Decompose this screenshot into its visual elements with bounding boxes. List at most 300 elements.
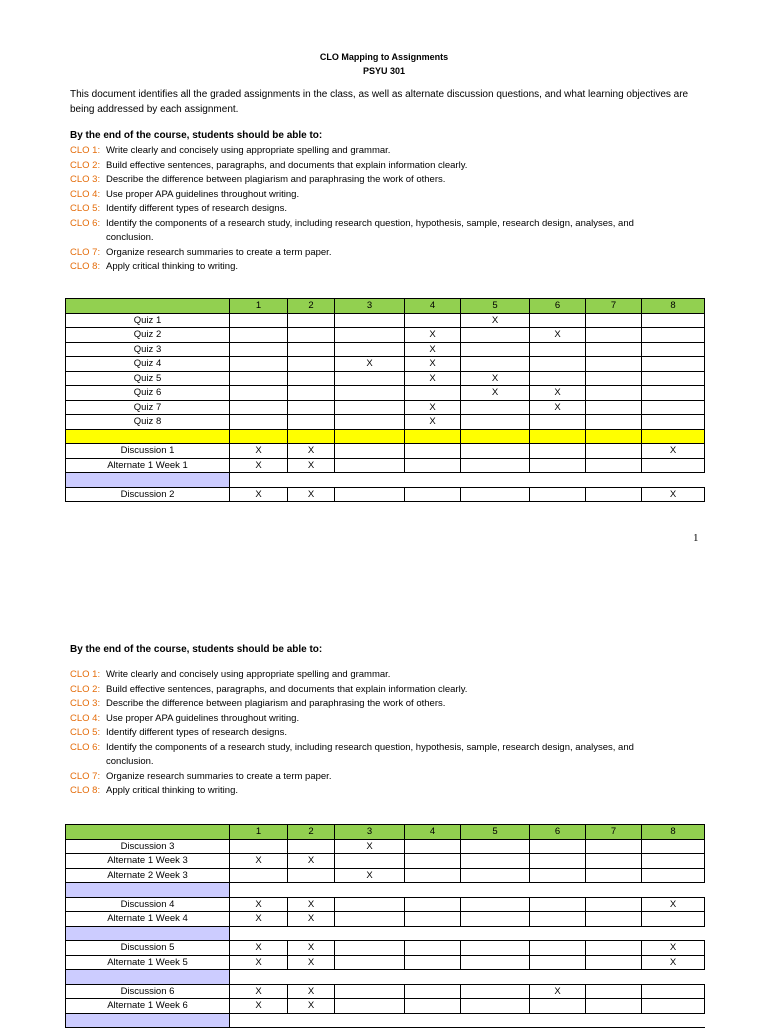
- clo-label: CLO 6:: [70, 217, 101, 229]
- clo-mark-cell: [405, 955, 461, 970]
- clo-label: CLO 8:: [70, 785, 101, 796]
- table-row: [66, 444, 705, 459]
- assignment-name-cell: Quiz 4: [66, 357, 230, 372]
- clo-mark-cell: [642, 357, 705, 372]
- table-header-cell: 6: [530, 825, 586, 840]
- clo-mark-cell: [461, 487, 530, 502]
- assignment-name-cell: Quiz 3: [66, 342, 230, 357]
- clo-text-line: conclusion.: [106, 232, 154, 243]
- clo-mark-cell: X: [642, 897, 705, 912]
- clo-mark-cell: [586, 941, 642, 956]
- clo-mark-cell: [230, 883, 288, 898]
- clo-mark-cell: [642, 984, 705, 999]
- clo-mark-cell: [642, 458, 705, 473]
- clo-mark-cell: [530, 926, 586, 941]
- assignment-name-cell: [66, 926, 230, 941]
- table-header-cell: 7: [586, 825, 642, 840]
- clo-mark-cell: [405, 970, 461, 985]
- clo-mark-cell: [586, 473, 642, 488]
- clo-label: CLO 7:: [70, 770, 101, 782]
- clo-text-line: Use proper APA guidelines throughout writing.: [106, 188, 300, 200]
- clo-text: [106, 159, 710, 174]
- clo-item: [70, 188, 710, 203]
- clo-mark-cell: [230, 868, 288, 883]
- clo-mark-cell: [530, 458, 586, 473]
- clo-mark-cell: [530, 313, 586, 328]
- clo-mark-cell: [405, 1013, 461, 1028]
- clo-mark-cell: [586, 854, 642, 869]
- clo-mark-cell: [335, 328, 405, 343]
- assignment-name-cell: Discussion 4: [66, 897, 230, 912]
- assignment-name-cell: [66, 473, 230, 488]
- clo-mark-cell: [530, 371, 586, 386]
- clo-mark-cell: X: [230, 912, 288, 927]
- clo-mark-cell: [461, 444, 530, 459]
- clo-mark-cell: [530, 912, 586, 927]
- clo-mark-cell: [288, 868, 335, 883]
- clo-mark-cell: [335, 955, 405, 970]
- table-row: [66, 342, 705, 357]
- table-row: [66, 941, 705, 956]
- clo-mark-cell: [335, 999, 405, 1014]
- separator-row: [66, 970, 705, 985]
- clo-mark-cell: [335, 487, 405, 502]
- clo-mark-cell: X: [230, 487, 288, 502]
- clo-mark-cell: [530, 342, 586, 357]
- clo-mark-cell: [230, 386, 288, 401]
- clo-mark-cell: [335, 970, 405, 985]
- table-header-cell: [66, 825, 230, 840]
- clo-mark-cell: [230, 328, 288, 343]
- clo-mark-cell: [335, 984, 405, 999]
- clo-mapping-table: [65, 298, 705, 502]
- clo-mark-cell: X: [288, 458, 335, 473]
- clo-mark-cell: [642, 328, 705, 343]
- clo-mark-cell: [405, 386, 461, 401]
- clo-item: [70, 217, 710, 246]
- clo-mark-cell: [230, 429, 288, 444]
- clo-mark-cell: [288, 400, 335, 415]
- clo-mark-cell: [461, 458, 530, 473]
- clo-mark-cell: X: [461, 386, 530, 401]
- clo-label: CLO 3:: [70, 698, 101, 709]
- clo-mark-cell: [335, 897, 405, 912]
- clo-item: [70, 173, 710, 188]
- clo-mark-cell: [461, 984, 530, 999]
- clo-list-page-2: [70, 668, 710, 799]
- clo-text-line: Build effective sentences, paragraphs, and documents that explain information clearly.: [106, 159, 468, 171]
- clo-mark-cell: X: [230, 897, 288, 912]
- clo-mark-cell: [288, 473, 335, 488]
- clo-mark-cell: [642, 415, 705, 430]
- table-header-cell: 2: [288, 299, 335, 314]
- clo-mark-cell: [230, 1013, 288, 1028]
- clo-mark-cell: [405, 999, 461, 1014]
- clo-mark-cell: X: [230, 444, 288, 459]
- clo-mark-cell: [586, 342, 642, 357]
- assignment-name-cell: Quiz 7: [66, 400, 230, 415]
- clo-mark-cell: X: [230, 999, 288, 1014]
- table-header-cell: 7: [586, 299, 642, 314]
- clo-mark-cell: X: [230, 854, 288, 869]
- clo-mark-cell: [461, 868, 530, 883]
- clo-mark-cell: [288, 839, 335, 854]
- clo-text-line: Apply critical thinking to writing.: [106, 785, 238, 796]
- clo-mark-cell: [461, 839, 530, 854]
- clo-text: [106, 697, 710, 712]
- clo-item: [70, 668, 710, 683]
- clo-mark-cell: [461, 912, 530, 927]
- clo-mark-cell: [642, 1013, 705, 1028]
- clo-mark-cell: [335, 400, 405, 415]
- assignment-name-cell: Quiz 6: [66, 386, 230, 401]
- clo-text: [106, 202, 710, 217]
- clo-mark-cell: [405, 473, 461, 488]
- clo-mark-cell: [586, 400, 642, 415]
- clo-mark-cell: [288, 371, 335, 386]
- clo-label: CLO 6:: [70, 741, 101, 753]
- clo-mark-cell: [530, 357, 586, 372]
- clo-mark-cell: X: [230, 941, 288, 956]
- clo-mark-cell: X: [405, 400, 461, 415]
- clo-text-line: Build effective sentences, paragraphs, and documents that explain information clearly.: [106, 683, 468, 695]
- table-row: [66, 854, 705, 869]
- document-title: CLO Mapping to Assignments: [319, 52, 449, 62]
- clo-mark-cell: [586, 313, 642, 328]
- clo-mark-cell: X: [530, 386, 586, 401]
- clo-mark-cell: [586, 429, 642, 444]
- clo-mark-cell: [586, 897, 642, 912]
- assignment-name-cell: Alternate 2 Week 3: [66, 868, 230, 883]
- clo-text-line: Identify the components of a research study, including research question, hypothesis, sample, research design, analyses, and: [106, 741, 634, 753]
- clo-mark-cell: X: [335, 839, 405, 854]
- clo-mark-cell: X: [288, 444, 335, 459]
- table-row: [66, 868, 705, 883]
- assignment-name-cell: Quiz 1: [66, 313, 230, 328]
- table-header-cell: 3: [335, 299, 405, 314]
- clo-label: CLO 7:: [70, 246, 101, 258]
- clo-mark-cell: [405, 429, 461, 444]
- clo-mark-cell: [335, 342, 405, 357]
- clo-mark-cell: X: [461, 313, 530, 328]
- clo-mark-cell: [335, 444, 405, 459]
- clo-mark-cell: [586, 444, 642, 459]
- clo-mark-cell: X: [530, 984, 586, 999]
- assignment-name-cell: Alternate 1 Week 1: [66, 458, 230, 473]
- clo-mark-cell: [461, 883, 530, 898]
- table-header-cell: 3: [335, 825, 405, 840]
- table-header-cell: 2: [288, 825, 335, 840]
- clo-mark-cell: [530, 883, 586, 898]
- table-header-cell: 4: [405, 825, 461, 840]
- clo-text-line: Describe the difference between plagiarism and paraphrasing the work of others.: [106, 698, 446, 709]
- clo-mark-cell: X: [288, 854, 335, 869]
- clo-item: [70, 260, 710, 275]
- clo-mark-cell: [642, 839, 705, 854]
- clo-text: [106, 741, 710, 770]
- clo-mark-cell: [335, 458, 405, 473]
- clo-mark-cell: [642, 386, 705, 401]
- clo-mark-cell: [405, 897, 461, 912]
- clo-mark-cell: [586, 883, 642, 898]
- clo-mark-cell: X: [405, 415, 461, 430]
- clo-item: [70, 246, 710, 261]
- clo-mark-cell: [642, 371, 705, 386]
- clo-mark-cell: [461, 415, 530, 430]
- table-header-cell: 8: [642, 825, 705, 840]
- clo-text-line: Identify different types of research designs.: [106, 203, 287, 214]
- table-row: [66, 839, 705, 854]
- clo-mark-cell: [586, 955, 642, 970]
- assignment-name-cell: Discussion 2: [66, 487, 230, 502]
- clo-text-line: Write clearly and concisely using appropriate spelling and grammar.: [106, 145, 391, 156]
- clo-mark-cell: [405, 458, 461, 473]
- clo-text: [106, 770, 710, 785]
- assignment-name-cell: [66, 970, 230, 985]
- clo-mark-cell: [288, 357, 335, 372]
- clo-mark-cell: [288, 313, 335, 328]
- clo-mark-cell: X: [288, 912, 335, 927]
- clo-mark-cell: [586, 839, 642, 854]
- clo-text: [106, 173, 710, 188]
- assignment-name-cell: Alternate 1 Week 4: [66, 912, 230, 927]
- clo-mark-cell: [461, 328, 530, 343]
- table-row: [66, 897, 705, 912]
- clo-heading-page-2: By the end of the course, students should be able to:: [70, 644, 323, 655]
- clo-heading: By the end of the course, students should be able to:: [70, 130, 323, 141]
- clo-text: [106, 726, 710, 741]
- table-header-cell: 6: [530, 299, 586, 314]
- table-header-cell: 5: [461, 825, 530, 840]
- clo-mark-cell: [405, 487, 461, 502]
- table-row: [66, 984, 705, 999]
- clo-mark-cell: [335, 371, 405, 386]
- clo-mark-cell: [642, 883, 705, 898]
- clo-text: [106, 260, 710, 275]
- clo-mark-cell: [288, 415, 335, 430]
- course-code: PSYU 301: [362, 66, 406, 76]
- clo-mark-cell: [230, 839, 288, 854]
- clo-mark-cell: [461, 357, 530, 372]
- clo-item: [70, 144, 710, 159]
- table-header-cell: 8: [642, 299, 705, 314]
- clo-mark-cell: [530, 444, 586, 459]
- clo-mark-cell: X: [405, 371, 461, 386]
- clo-mark-cell: [642, 342, 705, 357]
- clo-text: [106, 683, 710, 698]
- table-row: [66, 328, 705, 343]
- clo-mark-cell: [461, 926, 530, 941]
- clo-mark-cell: [586, 912, 642, 927]
- clo-mark-cell: [586, 868, 642, 883]
- assignment-name-cell: Discussion 1: [66, 444, 230, 459]
- clo-mark-cell: [335, 941, 405, 956]
- table-row: [66, 386, 705, 401]
- clo-mark-cell: [530, 1013, 586, 1028]
- clo-mark-cell: [335, 429, 405, 444]
- assignment-name-cell: Discussion 6: [66, 984, 230, 999]
- clo-mark-cell: [586, 1013, 642, 1028]
- clo-mark-cell: [335, 415, 405, 430]
- clo-item: [70, 712, 710, 727]
- clo-mark-cell: [586, 926, 642, 941]
- table-header-cell: 1: [230, 825, 288, 840]
- clo-mark-cell: [461, 941, 530, 956]
- clo-text-line: conclusion.: [106, 756, 154, 767]
- clo-mark-cell: [288, 342, 335, 357]
- clo-label: CLO 1:: [70, 145, 101, 156]
- clo-item: [70, 784, 710, 799]
- clo-mark-cell: X: [335, 357, 405, 372]
- clo-mark-cell: [230, 342, 288, 357]
- clo-mark-cell: [530, 897, 586, 912]
- clo-mark-cell: [461, 473, 530, 488]
- assignment-name-cell: Alternate 1 Week 3: [66, 854, 230, 869]
- clo-text-line: Organize research summaries to create a term paper.: [106, 246, 332, 258]
- clo-mark-cell: [586, 999, 642, 1014]
- clo-mark-cell: [642, 912, 705, 927]
- clo-mark-cell: [461, 400, 530, 415]
- clo-mark-cell: [230, 313, 288, 328]
- clo-mark-cell: X: [230, 458, 288, 473]
- assignment-name-cell: Quiz 8: [66, 415, 230, 430]
- clo-mark-cell: [642, 868, 705, 883]
- clo-mark-cell: X: [230, 955, 288, 970]
- clo-mark-cell: X: [230, 984, 288, 999]
- clo-mark-cell: [530, 854, 586, 869]
- clo-mark-cell: [586, 328, 642, 343]
- clo-mark-cell: [642, 400, 705, 415]
- clo-mark-cell: [405, 926, 461, 941]
- clo-mark-cell: X: [530, 400, 586, 415]
- clo-list: [70, 144, 710, 275]
- clo-mark-cell: [461, 955, 530, 970]
- clo-mark-cell: [642, 473, 705, 488]
- clo-mark-cell: [461, 970, 530, 985]
- clo-item: [70, 697, 710, 712]
- clo-text-line: Apply critical thinking to writing.: [106, 261, 238, 272]
- table-row: [66, 999, 705, 1014]
- clo-mark-cell: [405, 883, 461, 898]
- clo-text: [106, 712, 710, 727]
- clo-mark-cell: X: [288, 941, 335, 956]
- clo-mark-cell: [586, 357, 642, 372]
- clo-mark-cell: X: [405, 328, 461, 343]
- clo-mark-cell: [530, 941, 586, 956]
- table-header-cell: 1: [230, 299, 288, 314]
- clo-mapping-table-page-2: [65, 824, 705, 1028]
- clo-mark-cell: [335, 1013, 405, 1028]
- clo-mark-cell: [642, 926, 705, 941]
- table-header-cell: [66, 299, 230, 314]
- clo-mark-cell: [530, 955, 586, 970]
- clo-item: [70, 683, 710, 698]
- clo-mark-cell: X: [642, 955, 705, 970]
- assignment-name-cell: Alternate 1 Week 5: [66, 955, 230, 970]
- clo-label: CLO 2:: [70, 159, 101, 171]
- clo-mark-cell: [288, 429, 335, 444]
- clo-mark-cell: [461, 999, 530, 1014]
- clo-text: [106, 668, 710, 683]
- assignment-name-cell: Discussion 5: [66, 941, 230, 956]
- clo-label: CLO 4:: [70, 188, 101, 200]
- assignment-name-cell: [66, 1013, 230, 1028]
- clo-label: CLO 2:: [70, 683, 101, 695]
- clo-mark-cell: [230, 415, 288, 430]
- table-row: [66, 955, 705, 970]
- clo-mark-cell: [530, 839, 586, 854]
- clo-text-line: Identify different types of research designs.: [106, 727, 287, 738]
- clo-mark-cell: X: [642, 941, 705, 956]
- clo-mark-cell: X: [288, 984, 335, 999]
- clo-mark-cell: [461, 897, 530, 912]
- separator-row: [66, 429, 705, 444]
- assignment-name-cell: [66, 429, 230, 444]
- clo-label: CLO 5:: [70, 727, 101, 738]
- clo-item: [70, 770, 710, 785]
- clo-item: [70, 741, 710, 770]
- assignment-name-cell: Quiz 5: [66, 371, 230, 386]
- assignment-name-cell: Discussion 3: [66, 839, 230, 854]
- clo-mark-cell: [461, 429, 530, 444]
- clo-mark-cell: X: [288, 955, 335, 970]
- clo-mark-cell: [405, 912, 461, 927]
- clo-mark-cell: [288, 926, 335, 941]
- clo-mark-cell: X: [642, 444, 705, 459]
- clo-mark-cell: X: [642, 487, 705, 502]
- clo-mark-cell: [586, 970, 642, 985]
- clo-mark-cell: [405, 839, 461, 854]
- clo-mark-cell: [335, 912, 405, 927]
- clo-mark-cell: X: [288, 487, 335, 502]
- clo-mark-cell: [405, 313, 461, 328]
- clo-mark-cell: [461, 1013, 530, 1028]
- assignment-name-cell: Alternate 1 Week 6: [66, 999, 230, 1014]
- clo-mark-cell: [230, 970, 288, 985]
- table-row: [66, 357, 705, 372]
- clo-text-line: Describe the difference between plagiarism and paraphrasing the work of others.: [106, 174, 446, 185]
- clo-text-line: Identify the components of a research study, including research question, hypothesis, sample, research design, analyses, and: [106, 217, 634, 229]
- assignment-name-cell: Quiz 2: [66, 328, 230, 343]
- clo-mark-cell: [335, 854, 405, 869]
- clo-mark-cell: [230, 357, 288, 372]
- clo-mark-cell: [530, 970, 586, 985]
- clo-mark-cell: [586, 386, 642, 401]
- clo-mark-cell: [335, 313, 405, 328]
- clo-item: [70, 726, 710, 741]
- clo-mark-cell: X: [335, 868, 405, 883]
- clo-mark-cell: X: [288, 999, 335, 1014]
- table-row: [66, 415, 705, 430]
- clo-text-line: Use proper APA guidelines throughout writing.: [106, 712, 300, 724]
- table-row: [66, 458, 705, 473]
- clo-mark-cell: [642, 429, 705, 444]
- clo-mark-cell: [405, 854, 461, 869]
- clo-mark-cell: [530, 487, 586, 502]
- clo-mark-cell: [405, 984, 461, 999]
- clo-mark-cell: [288, 386, 335, 401]
- clo-text: [106, 188, 710, 203]
- clo-mark-cell: [230, 400, 288, 415]
- table-header-row: [66, 825, 705, 840]
- clo-mark-cell: [642, 970, 705, 985]
- clo-mark-cell: [642, 854, 705, 869]
- clo-mark-cell: X: [405, 357, 461, 372]
- clo-mark-cell: [230, 926, 288, 941]
- clo-mark-cell: [230, 371, 288, 386]
- clo-mark-cell: [335, 473, 405, 488]
- table-row: [66, 487, 705, 502]
